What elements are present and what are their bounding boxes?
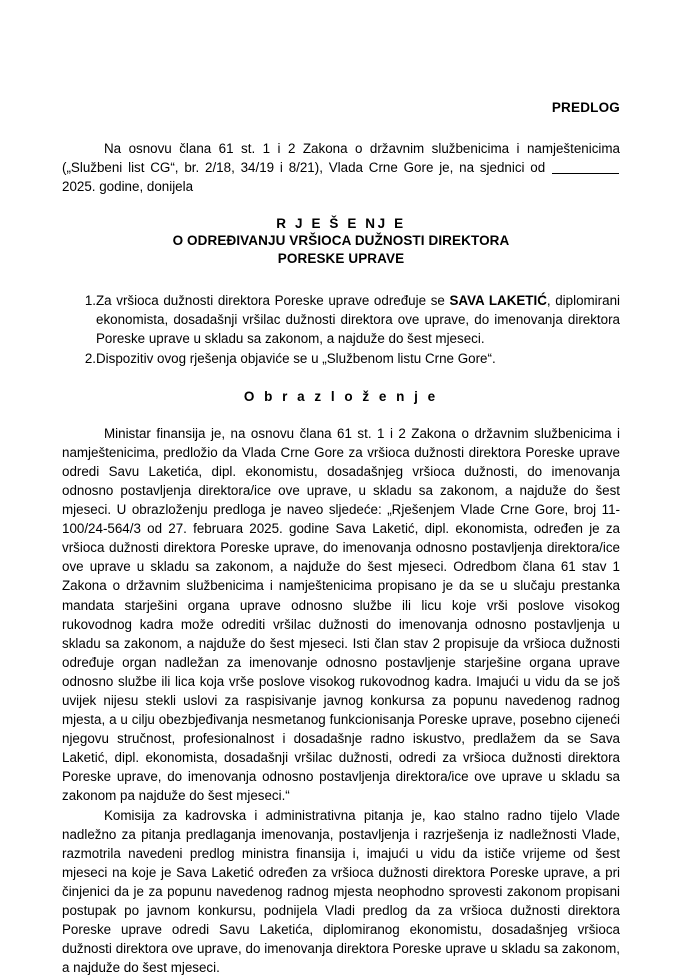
list-item-text-before-name: Za vršioca dužnosti direktora Poreske uprave određuje se <box>96 293 450 309</box>
decision-title-line-3: PORESKE UPRAVE <box>277 250 405 266</box>
intro-text-after-blank: 2025. godine, donijela <box>62 178 194 194</box>
reasoning-paragraph-2: Komisija za kadrovska i administrativna pitanja je, kao stalno radno tijelo Vlade nadležno za pitanja predlaganja imenovanja, postavljenja i razrješenja iz nadležnosti Vlade, razmotrila navedeni predlog ministra finansija i, imajući u vidu da ističe vrijeme od šest mjeseci na koje je Sava Laketić određen za vršioca dužnosti direktora Poreske uprave, a pri činjenici da je za popunu navedenog radnog mjesta neophodno sprovesti zakonom propisani postupak po javnom konkursu, podnijela Vladi predlog da za vršioca dužnosti direktora Poreske uprave odredi Savu Laketića, diplomiranog ekonomistu, dosadašnjeg vršioca dužnosti direktora ove uprave, do imenovanja direktora Poreske uprave u skladu sa zakonom, a najduže do šest mjeseci. <box>62 807 620 976</box>
decision-title-line-1: R J E Š E NJ E <box>276 215 406 231</box>
list-item <box>62 349 620 368</box>
list-item <box>62 291 620 348</box>
reasoning-heading: O b r a z l o ž e n j e <box>243 388 439 404</box>
list-item-number: 1. <box>84 293 96 309</box>
appointee-name: SAVA LAKETIĆ <box>449 293 547 309</box>
reasoning-paragraph-1: Ministar finansija je, na osnovu člana 61 st. 1 i 2 Zakona o državnim službenicima i namještenicima, predložio da Vlada Crne Gore za vršioca dužnosti direktora Poreske uprave odredi Savu Laketića, dipl. ekonomistu, dosadašnjeg vršioca dužnosti, do imenovanja odnosno postavljenja direktora/ice ove uprave, u skladu sa zakonom, a najduže do šest mjeseci. U obrazloženju predloga je naveo sljedeće: „Rješenjem Vlade Crne Gore, broj 11-100/24-564/3 od 27. februara 2025. godine Sava Laketić, dipl. ekonomista, određen je za vršioca dužnosti direktora Poreske uprave, do imenovanja odnosno postavljenja direktora/ice ove uprave u skladu sa zakonom, a najduže do šest mjeseci. Odredbom člana 61 stav 1 Zakona o državnim službenicima i namještenicima propisano je da se u slučaju prestanka mandata starješini organa uprave odnosno službe ili licu koje vrši poslove visokog rukovodnog kadra može odrediti vršilac dužnosti do imenovanja odnosno postavljenja u skladu sa zakonom, a najduže do šest mjeseci. Isti član stav 2 propisuje da vršioca dužnosti određuje organ nadležan za imenovanje odnosno postavljenje starješine organa uprave odnosno službe ili lica koja vrše poslove visokog rukovodnog kadra. Imajući u vidu da se još uvijek nijesu stekli uslovi za raspisivanje javnog konkursa za popunu navedenog radnog mjesta, a u cilju obezbjeđivanja nesmetanog funkcionisanja Poreske uprave, posebno cijeneći njegovu stručnost, profesionalnost i dosadašnje radno iskustvo, predlažem da se Sava Laketić, dipl. ekonomista, dosadašnji vršilac dužnosti, odredi za vršioca dužnosti direktora Poreske uprave, do imenovanja odnosno postavljenja direktora/ice ove uprave u skladu sa zakonom pa najduže do šest mjeseci.“ <box>62 425 620 804</box>
list-item-text: Dispozitiv ovog rješenja objaviće se u „Službenom listu Crne Gore“. <box>96 350 496 366</box>
document-label: PREDLOG <box>551 100 620 115</box>
list-item-text-after-name: , diplomirani ekonomista, dosadašnji vršilac dužnosti direktora ove uprave, do imenovanja direktora Poreske uprave u skladu sa zakonom, a najduže do šest mjeseci. <box>96 293 620 347</box>
intro-paragraph <box>62 139 620 196</box>
intro-text-before-blank: Na osnovu člana 61 st. 1 i 2 Zakona o državnim službenicima i namještenicima („Službeni list CG“, br. 2/18, 34/19 i 8/21), Vlada Crne Gore je, na sjednici od <box>62 140 620 175</box>
date-blank-field[interactable] <box>552 173 619 174</box>
decision-list <box>62 291 620 367</box>
decision-title-line-2: O ODREĐIVANJU VRŠIOCA DUŽNOSTI DIREKTORA <box>172 233 510 249</box>
decision-title <box>62 215 620 268</box>
list-item-number: 2. <box>84 350 96 366</box>
